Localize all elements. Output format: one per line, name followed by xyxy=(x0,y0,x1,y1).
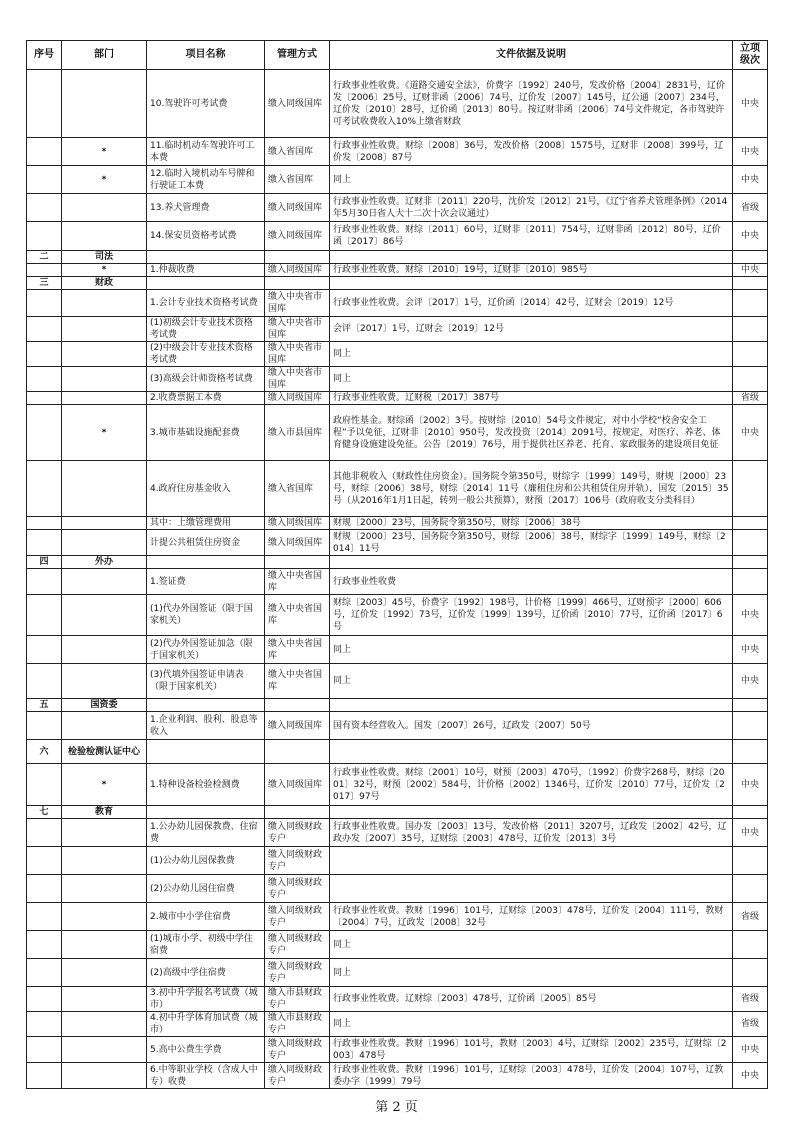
row-item: 1.特种设备检验检测费 xyxy=(147,764,265,806)
fee-table xyxy=(26,40,768,1089)
row-dept xyxy=(62,959,147,987)
row-mgmt: 缴入市县国库 xyxy=(265,405,330,461)
row-dept: 国资委 xyxy=(62,699,147,712)
row-basis: 行政事业性收费。辽财非〔2011〕220号，沈价发〔2012〕21号，《辽宁省养犬管理条例》（2014年5月30日省人大十二次十次会议通过） xyxy=(330,194,733,222)
row-basis: 同上 xyxy=(330,636,733,664)
row-level: 省级 xyxy=(733,392,768,405)
row-no xyxy=(27,875,62,903)
row-level xyxy=(733,461,768,517)
row-mgmt xyxy=(265,556,330,569)
table-row xyxy=(27,569,768,595)
section-row xyxy=(27,740,768,764)
table-row xyxy=(27,138,768,166)
row-dept xyxy=(62,342,147,367)
row-mgmt: 缴入中央省国库 xyxy=(265,569,330,595)
row-mgmt: 缴入同级财政专户 xyxy=(265,875,330,903)
row-no xyxy=(27,222,62,251)
row-level xyxy=(733,806,768,819)
row-mgmt xyxy=(265,277,330,290)
row-no xyxy=(27,264,62,277)
row-mgmt: 缴入同级国库 xyxy=(265,764,330,806)
table-row xyxy=(27,264,768,277)
row-dept xyxy=(62,636,147,664)
row-level: 中央 xyxy=(733,264,768,277)
section-row xyxy=(27,251,768,264)
table-row xyxy=(27,1063,768,1089)
row-mgmt: 缴入同级国库 xyxy=(265,70,330,138)
row-basis: 其他非税收入（财政性住房资金）。国务院令第350号，财综字〔1999〕149号，财规〔2000〕23号，财综〔2006〕38号，财综〔2014〕11号（廉租住房和公共租赁住房并轨），国发〔2015〕35号（从2016年1月1日起，转列一般公共预算），财预〔2017〕106号（政府收支分类科目） xyxy=(330,461,733,517)
row-no xyxy=(27,764,62,806)
row-mgmt: 缴入市县财政专户 xyxy=(265,987,330,1012)
row-level xyxy=(733,530,768,556)
row-dept: * xyxy=(62,764,147,806)
row-mgmt: 缴入中央省国库 xyxy=(265,595,330,636)
row-dept xyxy=(62,847,147,875)
row-no xyxy=(27,517,62,530)
row-item xyxy=(147,277,265,290)
row-level: 省级 xyxy=(733,903,768,931)
row-dept: 外办 xyxy=(62,556,147,569)
row-mgmt xyxy=(265,806,330,819)
row-no xyxy=(27,1037,62,1063)
row-item: 11.临时机动车驾驶许可工本费 xyxy=(147,138,265,166)
row-dept xyxy=(62,317,147,342)
row-level: 中央 xyxy=(733,636,768,664)
row-basis xyxy=(330,847,733,875)
row-no xyxy=(27,530,62,556)
table-row xyxy=(27,959,768,987)
row-basis: 行政事业性收费。财综〔2008〕36号，发改价格〔2008〕1575号，辽财非〔2008〕399号，辽价发〔2008〕87号 xyxy=(330,138,733,166)
row-dept xyxy=(62,367,147,392)
row-item xyxy=(147,740,265,764)
row-item: 其中：上缴管理费用 xyxy=(147,517,265,530)
table-row xyxy=(27,405,768,461)
row-dept: 检验检测认证中心 xyxy=(62,740,147,764)
row-dept: 财政 xyxy=(62,277,147,290)
page-number: 第 2 页 xyxy=(375,1100,418,1115)
row-no xyxy=(27,987,62,1012)
row-mgmt: 缴入中央省市国库 xyxy=(265,342,330,367)
row-item: 计提公共租赁住房资金 xyxy=(147,530,265,556)
row-no xyxy=(27,664,62,699)
row-dept xyxy=(62,222,147,251)
table-header-row xyxy=(27,41,768,70)
row-basis: 行政事业性收费 xyxy=(330,569,733,595)
row-mgmt: 缴入中央省国库 xyxy=(265,636,330,664)
row-level xyxy=(733,931,768,959)
row-item: (1)公办幼儿园保教费 xyxy=(147,847,265,875)
row-mgmt: 缴入同级国库 xyxy=(265,712,330,740)
row-basis: 行政事业性收费。辽财综〔2003〕478号，辽价函〔2005〕85号 xyxy=(330,987,733,1012)
row-basis xyxy=(330,556,733,569)
table-row xyxy=(27,1012,768,1037)
row-basis: 同上 xyxy=(330,1012,733,1037)
row-basis xyxy=(330,251,733,264)
row-basis: 行政事业性收费。教财〔1996〕101号，辽财综〔2003〕478号，辽价发〔2004〕111号，教财〔2004〕7号，辽政发〔2008〕32号 xyxy=(330,903,733,931)
row-level: 中央 xyxy=(733,595,768,636)
row-dept xyxy=(62,290,147,317)
row-basis: 行政事业性收费。财综〔2001〕10号，财预〔2003〕470号，〔1992〕价费字268号，财综〔2001〕32号，财预〔2002〕584号，计价格〔2002〕1346号，辽价发〔2010〕77号，辽价发〔2017〕97号 xyxy=(330,764,733,806)
row-item: (2)代办外国签证加急（限于国家机关） xyxy=(147,636,265,664)
row-basis xyxy=(330,277,733,290)
row-mgmt: 缴入市县财政专户 xyxy=(265,1012,330,1037)
row-dept xyxy=(62,1063,147,1089)
row-mgmt: 缴入省国库 xyxy=(265,166,330,194)
row-basis: 行政事业性收费。国办发〔2003〕13号，发改价格〔2011〕3207号，辽政发〔2002〕42号，辽政办发〔2007〕35号，辽财综〔2003〕478号，辽价发〔2013〕3号 xyxy=(330,819,733,847)
row-item: 1.企业利润、股利、股息等收入 xyxy=(147,712,265,740)
row-mgmt: 缴入省国库 xyxy=(265,461,330,517)
row-item: (1)初级会计专业技术资格考试费 xyxy=(147,317,265,342)
table-row xyxy=(27,222,768,251)
row-level xyxy=(733,569,768,595)
row-dept xyxy=(62,530,147,556)
table-row xyxy=(27,819,768,847)
row-dept xyxy=(62,70,147,138)
row-item: 1.签证费 xyxy=(147,569,265,595)
row-no xyxy=(27,317,62,342)
row-no xyxy=(27,138,62,166)
table-row xyxy=(27,392,768,405)
row-dept: 教育 xyxy=(62,806,147,819)
table-row xyxy=(27,664,768,699)
table-row xyxy=(27,764,768,806)
row-item xyxy=(147,251,265,264)
row-dept xyxy=(62,931,147,959)
row-mgmt: 缴入同级国库 xyxy=(265,222,330,251)
table-row xyxy=(27,70,768,138)
row-item: (2)中级会计专业技术资格考试费 xyxy=(147,342,265,367)
row-no: 四 xyxy=(27,556,62,569)
table-row xyxy=(27,530,768,556)
row-no xyxy=(27,1063,62,1089)
row-item: 14.保安员资格考试费 xyxy=(147,222,265,251)
row-mgmt: 缴入同级国库 xyxy=(265,530,330,556)
row-dept: * xyxy=(62,166,147,194)
table-row xyxy=(27,1037,768,1063)
row-mgmt: 缴入中央省市国库 xyxy=(265,290,330,317)
row-basis: 行政事业性收费。辽财税〔2017〕387号 xyxy=(330,392,733,405)
row-no xyxy=(27,166,62,194)
row-no xyxy=(27,405,62,461)
row-item: 1.公办幼儿园保教费、住宿费 xyxy=(147,819,265,847)
header-dept: 部门 xyxy=(62,41,147,70)
row-no: 七 xyxy=(27,806,62,819)
row-basis: 同上 xyxy=(330,959,733,987)
row-basis: 行政事业性收费。财综〔2011〕60号，辽财非〔2011〕754号，辽财非函〔2012〕80号，辽价函〔2017〕86号 xyxy=(330,222,733,251)
row-dept xyxy=(62,595,147,636)
table-row xyxy=(27,166,768,194)
row-dept xyxy=(62,712,147,740)
row-item: 13.养犬管理费 xyxy=(147,194,265,222)
row-item: (3)代填外国签证申请表（限于国家机关） xyxy=(147,664,265,699)
row-basis: 会评〔2017〕1号，辽财会〔2019〕12号 xyxy=(330,317,733,342)
row-no: 三 xyxy=(27,277,62,290)
table-row xyxy=(27,290,768,317)
row-no: 五 xyxy=(27,699,62,712)
section-row xyxy=(27,277,768,290)
row-basis xyxy=(330,806,733,819)
row-level xyxy=(733,699,768,712)
row-basis: 行政事业性收费。财综〔2010〕19号，辽财非〔2010〕985号 xyxy=(330,264,733,277)
row-level: 中央 xyxy=(733,764,768,806)
row-mgmt: 缴入同级国库 xyxy=(265,517,330,530)
row-dept xyxy=(62,1012,147,1037)
row-no xyxy=(27,1012,62,1037)
row-no xyxy=(27,959,62,987)
row-item: 5.高中公费生学费 xyxy=(147,1037,265,1063)
row-item xyxy=(147,699,265,712)
row-level xyxy=(733,342,768,367)
row-dept xyxy=(62,875,147,903)
row-mgmt xyxy=(265,699,330,712)
row-item: 2.收费票据工本费 xyxy=(147,392,265,405)
table-row xyxy=(27,903,768,931)
row-level: 中央 xyxy=(733,664,768,699)
header-mgmt: 管理方式 xyxy=(265,41,330,70)
row-level: 省级 xyxy=(733,987,768,1012)
table-row xyxy=(27,987,768,1012)
row-basis: 同上 xyxy=(330,931,733,959)
row-dept xyxy=(62,987,147,1012)
row-item: 3.城市基础设施配套费 xyxy=(147,405,265,461)
table-row xyxy=(27,342,768,367)
row-mgmt: 缴入同级国库 xyxy=(265,194,330,222)
row-item xyxy=(147,556,265,569)
row-basis: 财综〔2003〕45号，价费字〔1992〕198号，计价格〔1999〕466号，辽财预字〔2000〕606号，辽价发〔1992〕73号，辽价发〔1999〕139号，辽价函〔2010〕77号，辽价函〔2017〕6号 xyxy=(330,595,733,636)
table-row xyxy=(27,367,768,392)
row-no: 六 xyxy=(27,740,62,764)
row-mgmt: 缴入中央省市国库 xyxy=(265,367,330,392)
row-level: 中央 xyxy=(733,222,768,251)
row-level xyxy=(733,875,768,903)
row-dept xyxy=(62,461,147,517)
row-no xyxy=(27,595,62,636)
row-no xyxy=(27,70,62,138)
row-no xyxy=(27,342,62,367)
row-item: (3)高级会计师资格考试费 xyxy=(147,367,265,392)
row-item: 4.初中升学体育加试费（城市） xyxy=(147,1012,265,1037)
row-item: 1.会计专业技术资格考试费 xyxy=(147,290,265,317)
row-no xyxy=(27,461,62,517)
row-item: 2.城市中小学住宿费 xyxy=(147,903,265,931)
row-dept xyxy=(62,392,147,405)
row-basis: 同上 xyxy=(330,664,733,699)
row-no xyxy=(27,931,62,959)
row-mgmt: 缴入同级财政专户 xyxy=(265,847,330,875)
section-row xyxy=(27,806,768,819)
row-basis: 行政事业性收费。教财〔1996〕101号，辽财综〔2003〕478号，辽价发〔2004〕107号，辽教委办字〔1999〕79号 xyxy=(330,1063,733,1089)
row-no xyxy=(27,569,62,595)
section-row xyxy=(27,699,768,712)
row-basis: 行政事业性收费。教财〔1996〕101号，教财〔2003〕4号，辽财综〔2002〕235号，辽财综〔2003〕478号 xyxy=(330,1037,733,1063)
row-mgmt: 缴入同级财政专户 xyxy=(265,959,330,987)
row-dept: * xyxy=(62,264,147,277)
row-basis xyxy=(330,699,733,712)
row-mgmt xyxy=(265,740,330,764)
row-mgmt: 缴入同级财政专户 xyxy=(265,1063,330,1089)
row-dept xyxy=(62,517,147,530)
table-row xyxy=(27,317,768,342)
row-dept xyxy=(62,819,147,847)
row-item: 10.驾驶许可考试费 xyxy=(147,70,265,138)
row-mgmt: 缴入中央省市国库 xyxy=(265,317,330,342)
table-row xyxy=(27,712,768,740)
table-row xyxy=(27,517,768,530)
row-level xyxy=(733,712,768,740)
row-level xyxy=(733,847,768,875)
row-mgmt: 缴入中央省国库 xyxy=(265,664,330,699)
row-level: 中央 xyxy=(733,1037,768,1063)
row-level: 中央 xyxy=(733,138,768,166)
row-no xyxy=(27,819,62,847)
row-level xyxy=(733,556,768,569)
row-no: 二 xyxy=(27,251,62,264)
row-level: 中央 xyxy=(733,166,768,194)
row-mgmt: 缴入同级财政专户 xyxy=(265,1037,330,1063)
row-item: 12.临时入境机动车号牌和行驶证工本费 xyxy=(147,166,265,194)
row-level: 中央 xyxy=(733,819,768,847)
row-no xyxy=(27,903,62,931)
row-level: 中央 xyxy=(733,70,768,138)
row-level xyxy=(733,517,768,530)
row-mgmt: 缴入同级财政专户 xyxy=(265,931,330,959)
row-dept xyxy=(62,664,147,699)
row-basis: 同上 xyxy=(330,342,733,367)
row-no xyxy=(27,847,62,875)
row-level xyxy=(733,290,768,317)
row-item: 6.中等职业学校（含成人中专）收费 xyxy=(147,1063,265,1089)
row-level: 省级 xyxy=(733,194,768,222)
row-item: (2)公办幼儿园住宿费 xyxy=(147,875,265,903)
header-no: 序号 xyxy=(27,41,62,70)
header-level: 立项级次 xyxy=(733,41,768,70)
row-dept xyxy=(62,569,147,595)
row-no xyxy=(27,712,62,740)
row-basis: 行政事业性收费。《道路交通安全法》，价费字〔1992〕240号，发改价格〔2004〕2831号，辽价发〔2006〕25号，辽财非函〔2006〕74号，辽价发〔2007〕145号，辽公通〔2007〕234号，辽价发〔2010〕28号，辽价函〔2013〕80号。按辽财非函〔2006〕74号文件规定，各市驾驶许可考试收费收入10%上缴省财政 xyxy=(330,70,733,138)
row-basis xyxy=(330,740,733,764)
row-level: 省级 xyxy=(733,1012,768,1037)
row-mgmt: 缴入省国库 xyxy=(265,138,330,166)
table-row xyxy=(27,847,768,875)
table-row xyxy=(27,461,768,517)
table-row xyxy=(27,194,768,222)
row-dept xyxy=(62,903,147,931)
row-item: 4.政府住房基金收入 xyxy=(147,461,265,517)
row-no xyxy=(27,290,62,317)
table-row xyxy=(27,595,768,636)
row-dept xyxy=(62,1037,147,1063)
row-item: (1)代办外国签证（限于国家机关） xyxy=(147,595,265,636)
row-mgmt: 缴入同级国库 xyxy=(265,264,330,277)
row-mgmt: 缴入同级财政专户 xyxy=(265,903,330,931)
row-level: 中央 xyxy=(733,405,768,461)
row-basis: 政府性基金。财综函〔2002〕3号。按财综〔2010〕54号文件规定，对中小学校“校舍安全工程”予以免征，辽财非〔2010〕950号，发改投资〔2014〕2091号，按规定，对医疗、养老、体育健身设施建设免征。公告〔2019〕76号，用于提供社区养老、托育、家政服务的建设项目免征 xyxy=(330,405,733,461)
header-basis: 文件依据及说明 xyxy=(330,41,733,70)
table-row xyxy=(27,875,768,903)
row-item: (2)高级中学住宿费 xyxy=(147,959,265,987)
row-dept: * xyxy=(62,138,147,166)
row-basis: 同上 xyxy=(330,166,733,194)
row-no xyxy=(27,194,62,222)
row-basis: 同上 xyxy=(330,367,733,392)
row-basis xyxy=(330,875,733,903)
row-basis: 行政事业性收费。会评〔2017〕1号，辽价函〔2014〕42号，辽财会〔2019〕12号 xyxy=(330,290,733,317)
row-mgmt xyxy=(265,251,330,264)
row-no xyxy=(27,636,62,664)
row-basis: 财规〔2000〕23号，国务院令第350号，财综〔2006〕38号 xyxy=(330,517,733,530)
row-level: 中央 xyxy=(733,1063,768,1089)
row-level xyxy=(733,959,768,987)
row-level xyxy=(733,251,768,264)
row-level xyxy=(733,277,768,290)
row-dept xyxy=(62,194,147,222)
row-level xyxy=(733,317,768,342)
row-dept: 司法 xyxy=(62,251,147,264)
row-item: (1)城市小学、初级中学住宿费 xyxy=(147,931,265,959)
row-mgmt: 缴入同级财政专户 xyxy=(265,819,330,847)
row-no xyxy=(27,367,62,392)
row-level xyxy=(733,740,768,764)
table-row xyxy=(27,931,768,959)
row-basis: 国有资本经营收入。国发〔2007〕26号，辽政发〔2007〕50号 xyxy=(330,712,733,740)
row-item: 1.仲裁收费 xyxy=(147,264,265,277)
row-no xyxy=(27,392,62,405)
row-level xyxy=(733,367,768,392)
row-mgmt: 缴入同级国库 xyxy=(265,392,330,405)
section-row xyxy=(27,556,768,569)
row-basis: 财规〔2000〕23号，国务院令第350号，财综〔2006〕38号，财综字〔1999〕149号，财综〔2014〕11号 xyxy=(330,530,733,556)
row-dept: * xyxy=(62,405,147,461)
header-item: 项目名称 xyxy=(147,41,265,70)
table-row xyxy=(27,636,768,664)
row-item: 3.初中升学报名考试费（城市） xyxy=(147,987,265,1012)
row-item xyxy=(147,806,265,819)
